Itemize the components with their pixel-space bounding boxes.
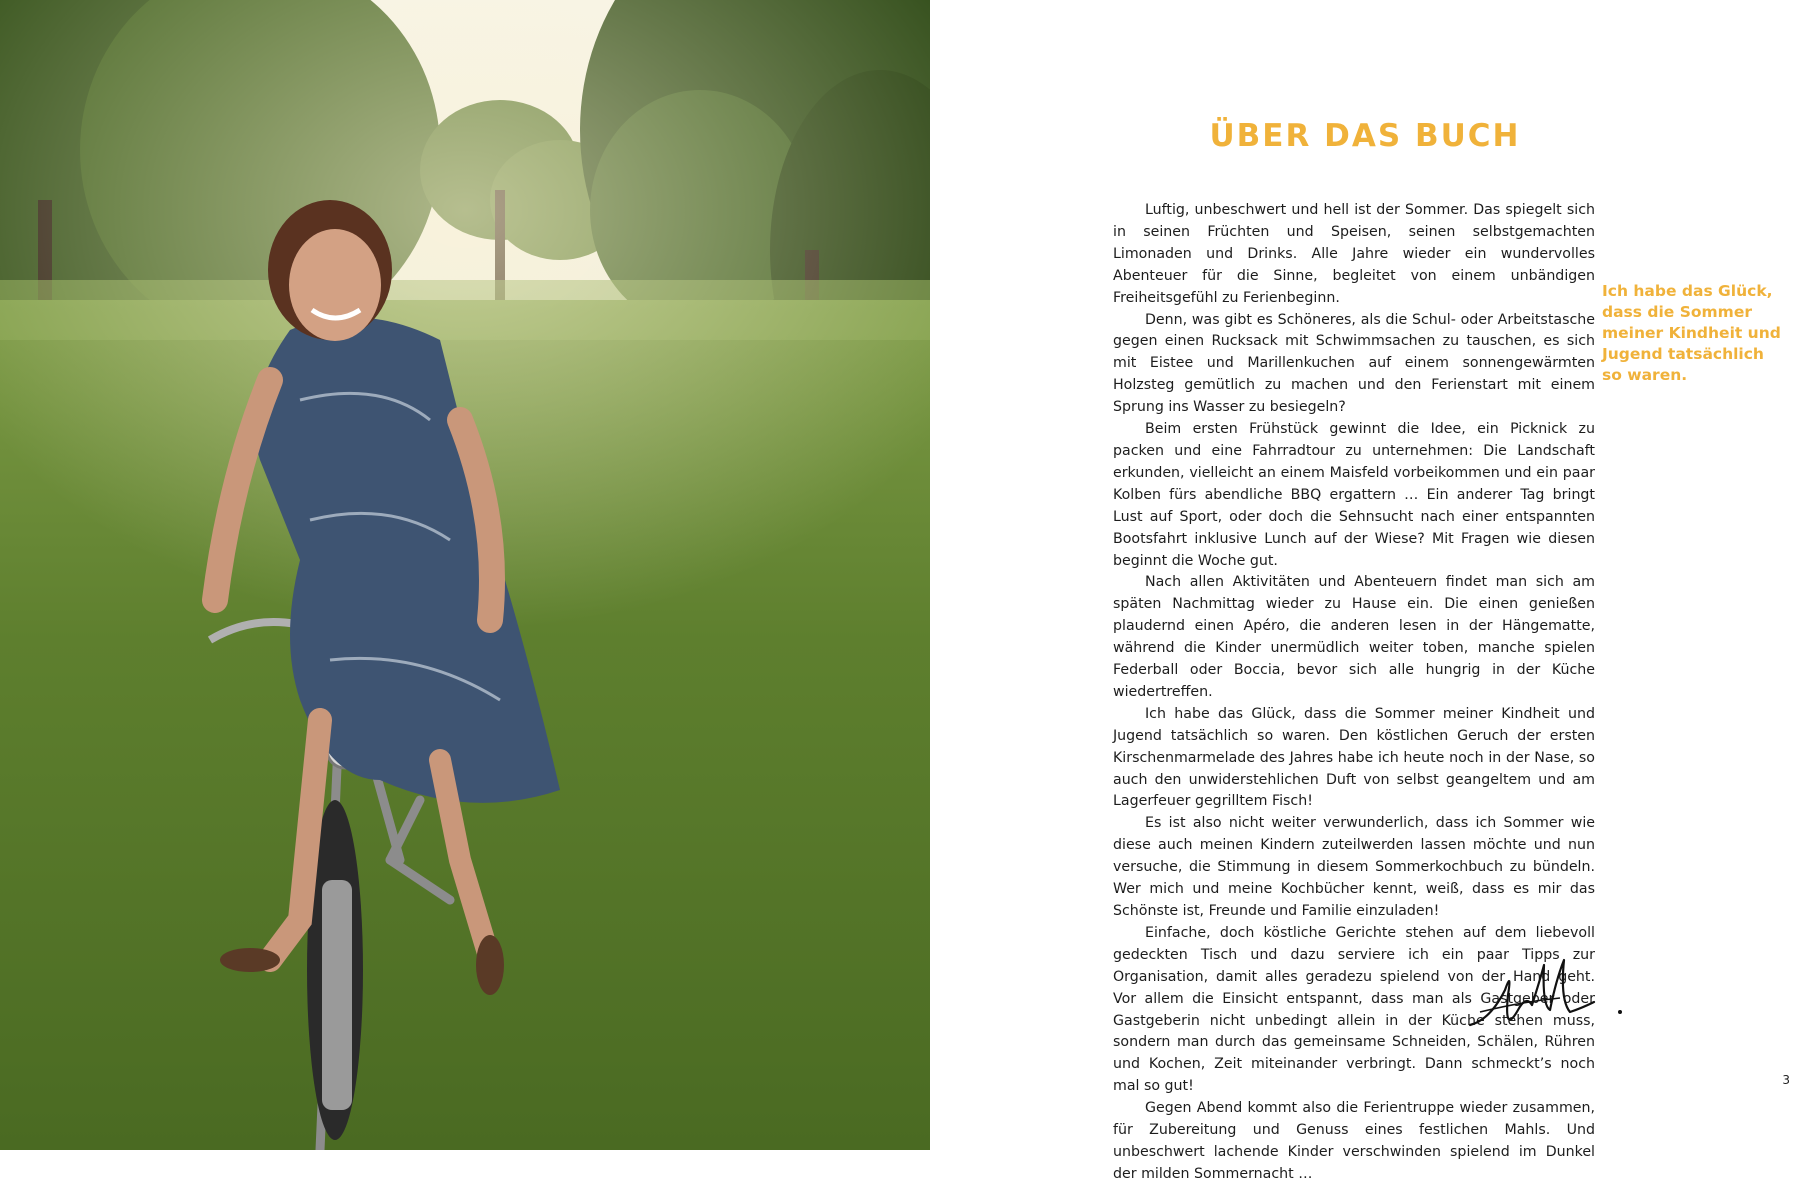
paragraph: Einfache, doch köstliche Gerichte stehen auf dem liebevoll gedeckten Tisch und dazu serviere ich ein paar Tipps zur Organisation, damit alles geradezu spielend von der Hand geht. Vor allem die Einsicht entspannt, dass man als Gastgeber oder Gastgeberin nicht unbedingt allein in der Küche stehen muss, sondern man durch das gemeinsame Schneiden, Schälen, Rühren und Kochen, Zeit miteinander verbringt. Dann schmeckt’s noch mal so gut! [1113, 924, 1595, 1095]
page-number: 3 [1782, 1073, 1790, 1087]
paragraph: Beim ersten Frühstück gewinnt die Idee, ein Picknick zu packen und eine Fahrradtour zu unternehmen: Die Landschaft erkunden, vielleicht an einem Maisfeld vorbeikommen und ein paar Kolben fürs abendliche BBQ ergattern … Ein anderer Tag bringt Lust auf Sport, oder doch die Sehnsucht nach einer entspannten Bootsfahrt inklusive Lunch auf der Wiese? Mit Fragen wie diesen beginnt die Woche gut. [1113, 421, 1595, 569]
paragraph: Ich habe das Glück, dass die Sommer meiner Kindheit und Jugend tatsächlich so waren. Den köstlichen Geruch der ersten Kirschenmarmelade des Jahres habe ich heute noch in der Nase, so auch den unwiderstehlichen Duft von selbst geangeltem und am Lagerfeuer gegrilltem Fisch! [1113, 705, 1595, 810]
paragraph: Nach allen Aktivitäten und Abenteuern findet man sich am späten Nachmittag wieder zu Hause ein. Die einen genießen plaudernd einen Apéro, die anderen lesen in der Hängematte, während die Kinder unermüdlich weiter toben, manche spielen Federball oder Boccia, bevor sich alle hungrig in der Küche wiedertreffen. [1113, 574, 1595, 700]
paragraph: Denn, was gibt es Schöneres, als die Schul- oder Arbeitstasche gegen einen Rucksack mit Schwimmsachen zu tauschen, es sich mit Eistee und Marillenkuchen auf einem sonnengewärmten Holzsteg gemütlich zu machen und den Ferienstart mit einem Sprung ins Wasser zu besiegeln? [1113, 311, 1595, 416]
handwritten-signature-icon [1460, 950, 1640, 1050]
paragraph: Gegen Abend kommt also die Ferientruppe wieder zusammen, für Zubereitung und Genuss eines festlichen Mahls. Und unbeschwert lachende Kinder verschwinden spielend im Dunkel der milden Sommernacht … [1113, 1100, 1595, 1182]
pull-quote: Ich habe das Glück, dass die Sommer meiner Kindheit und Jugend tatsächlich so waren. [1602, 282, 1781, 384]
paragraph: Luftig, unbeschwert und hell ist der Sommer. Das spiegelt sich in seinen Früchten und Speisen, seinen selbstgemachten Limonaden und Drinks. Alle Jahre wieder ein wundervolles Abenteuer für die Sinne, begleitet von einem unbändigen Freiheitsgefühl zu Ferienbeginn. [1113, 202, 1595, 306]
paragraph: Es ist also nicht weiter verwunderlich, dass ich Sommer wie diese auch meinen Kindern zuteilwerden lassen möchte und nun versuche, die Stimmung in diesem Sommerkochbuch zu bündeln. Wer mich und meine Kochbücher kennt, weiß, dass es mir das Schönste ist, Freunde und Familie einzuladen! [1113, 815, 1595, 919]
text-page [930, 0, 1800, 1182]
page-title: ÜBER DAS BUCH [1209, 118, 1521, 154]
